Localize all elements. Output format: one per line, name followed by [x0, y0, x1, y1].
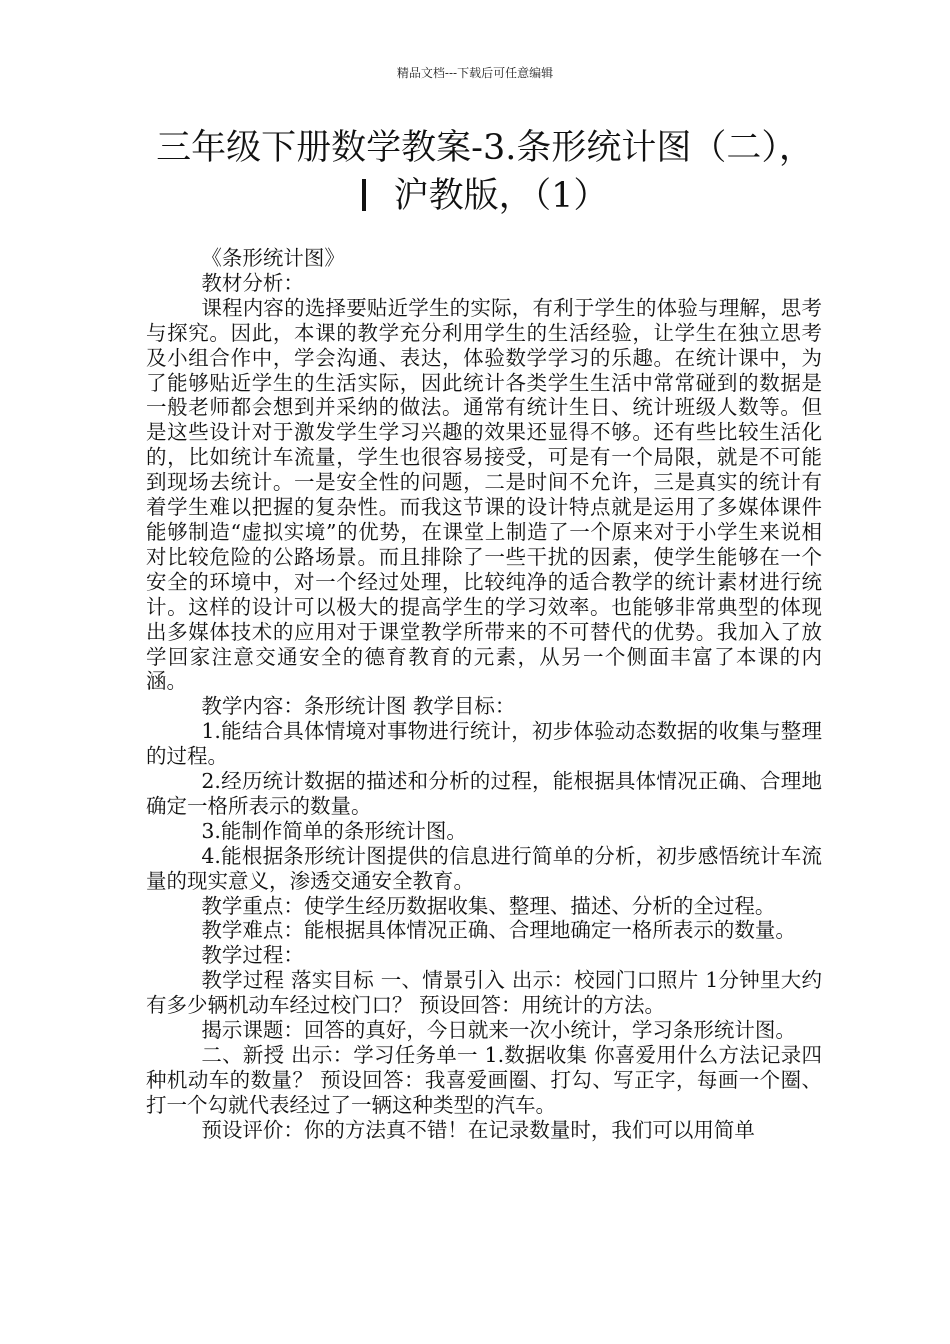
paragraph-new-lesson: 二、新授 出示：学习任务单一 1.数据收集 你喜爱用什么方法记录四种机动车的数量？ 预设回答：我喜爱画圈、打勾、写正字，每画一个圈、打一个勾就代表经过了一辆这种类型的汽车。: [146, 1043, 822, 1117]
document-body: [146, 246, 822, 1143]
paragraph-goal-1: 1.能结合具体情境对事物进行统计，初步体验动态数据的收集与整理的过程。: [146, 719, 822, 769]
title-line-1: 三年级下册数学教案-3.条形统计图（二），: [156, 128, 814, 168]
paragraph-analysis: 课程内容的选择要贴近学生的实际，有利于学生的体验与理解，思考与探究。因此，本课的教学充分利用学生的生活经验，让学生在独立思考及小组合作中，学会沟通、表达，体验数学学习的乐趣。在统计课中，为了能够贴近学生的生活实际，因此统计各类学生生活中常常碰到的数据是一般老师都会想到并采纳的做法。通常有统计生日、统计班级人数等。但是这些设计对于激发学生学习兴趣的效果还显得不够。还有些比较生活化的，比如统计车流量，学生也很容易接受，可是有一个局限，就是不可能到现场去统计。一是安全性的问题，二是时间不允许，三是真实的统计有着学生难以把握的复杂性。而我这节课的设计特点就是运用了多媒体课件能够制造“虚拟实境”的优势，在课堂上制造了一个原来对于小学生来说相对比较危险的公路场景。而且排除了一些干扰的因素，使学生能够在一个安全的环境中，对一个经过处理，比较纯净的适合教学的统计素材进行统计。这样的设计可以极大的提高学生的学习效率。也能够非常典型的体现出多媒体技术的应用对于课堂教学所带来的不可替代的优势。我加入了放学回家注意交通安全的德育教育的元素，从另一个侧面丰富了本课的内涵。: [146, 295, 822, 694]
paragraph-goal-3: 3.能制作简单的条形统计图。: [201, 818, 467, 843]
paragraph-process-intro: 教学过程 落实目标 一、情景引入 出示：校园门口照片 1分钟里大约有多少辆机动车经过校门口？ 预设回答：用统计的方法。: [146, 968, 822, 1018]
document-title: [140, 124, 830, 220]
paragraph-heading-process: 教学过程：: [201, 943, 304, 968]
title-bar-mark: [362, 179, 366, 211]
header-note: 精品文档---下载后可任意编辑: [396, 66, 554, 80]
paragraph-reveal-topic: 揭示课题：回答的真好，今日就来一次小统计，学习条形统计图。: [201, 1018, 796, 1043]
title-line-2-wrap: [140, 172, 830, 220]
paragraph-goal-4: 4.能根据条形统计图提供的信息进行简单的分析，初步感悟统计车流量的现实意义，渗透交通安全教育。: [146, 843, 822, 893]
paragraph-content-goals: 教学内容：条形统计图 教学目标：: [201, 694, 516, 719]
paragraph-evaluation: 预设评价：你的方法真不错！在记录数量时，我们可以用简单: [201, 1117, 755, 1142]
paragraph-difficulty: 教学难点：能根据具体情况正确、合理地确定一格所表示的数量。: [201, 918, 796, 943]
title-line-2: 沪教版，（1）: [393, 176, 609, 216]
paragraph-heading-analysis: 教材分析：: [201, 270, 304, 295]
paragraph-key-point: 教学重点：使学生经历数据收集、整理、描述、分析的全过程。: [201, 893, 776, 918]
paragraph-subtitle: 《条形统计图》: [201, 246, 345, 270]
paragraph-goal-2: 2.经历统计数据的描述和分析的过程，能根据具体情况正确、合理地确定一格所表示的数量。: [146, 769, 822, 818]
